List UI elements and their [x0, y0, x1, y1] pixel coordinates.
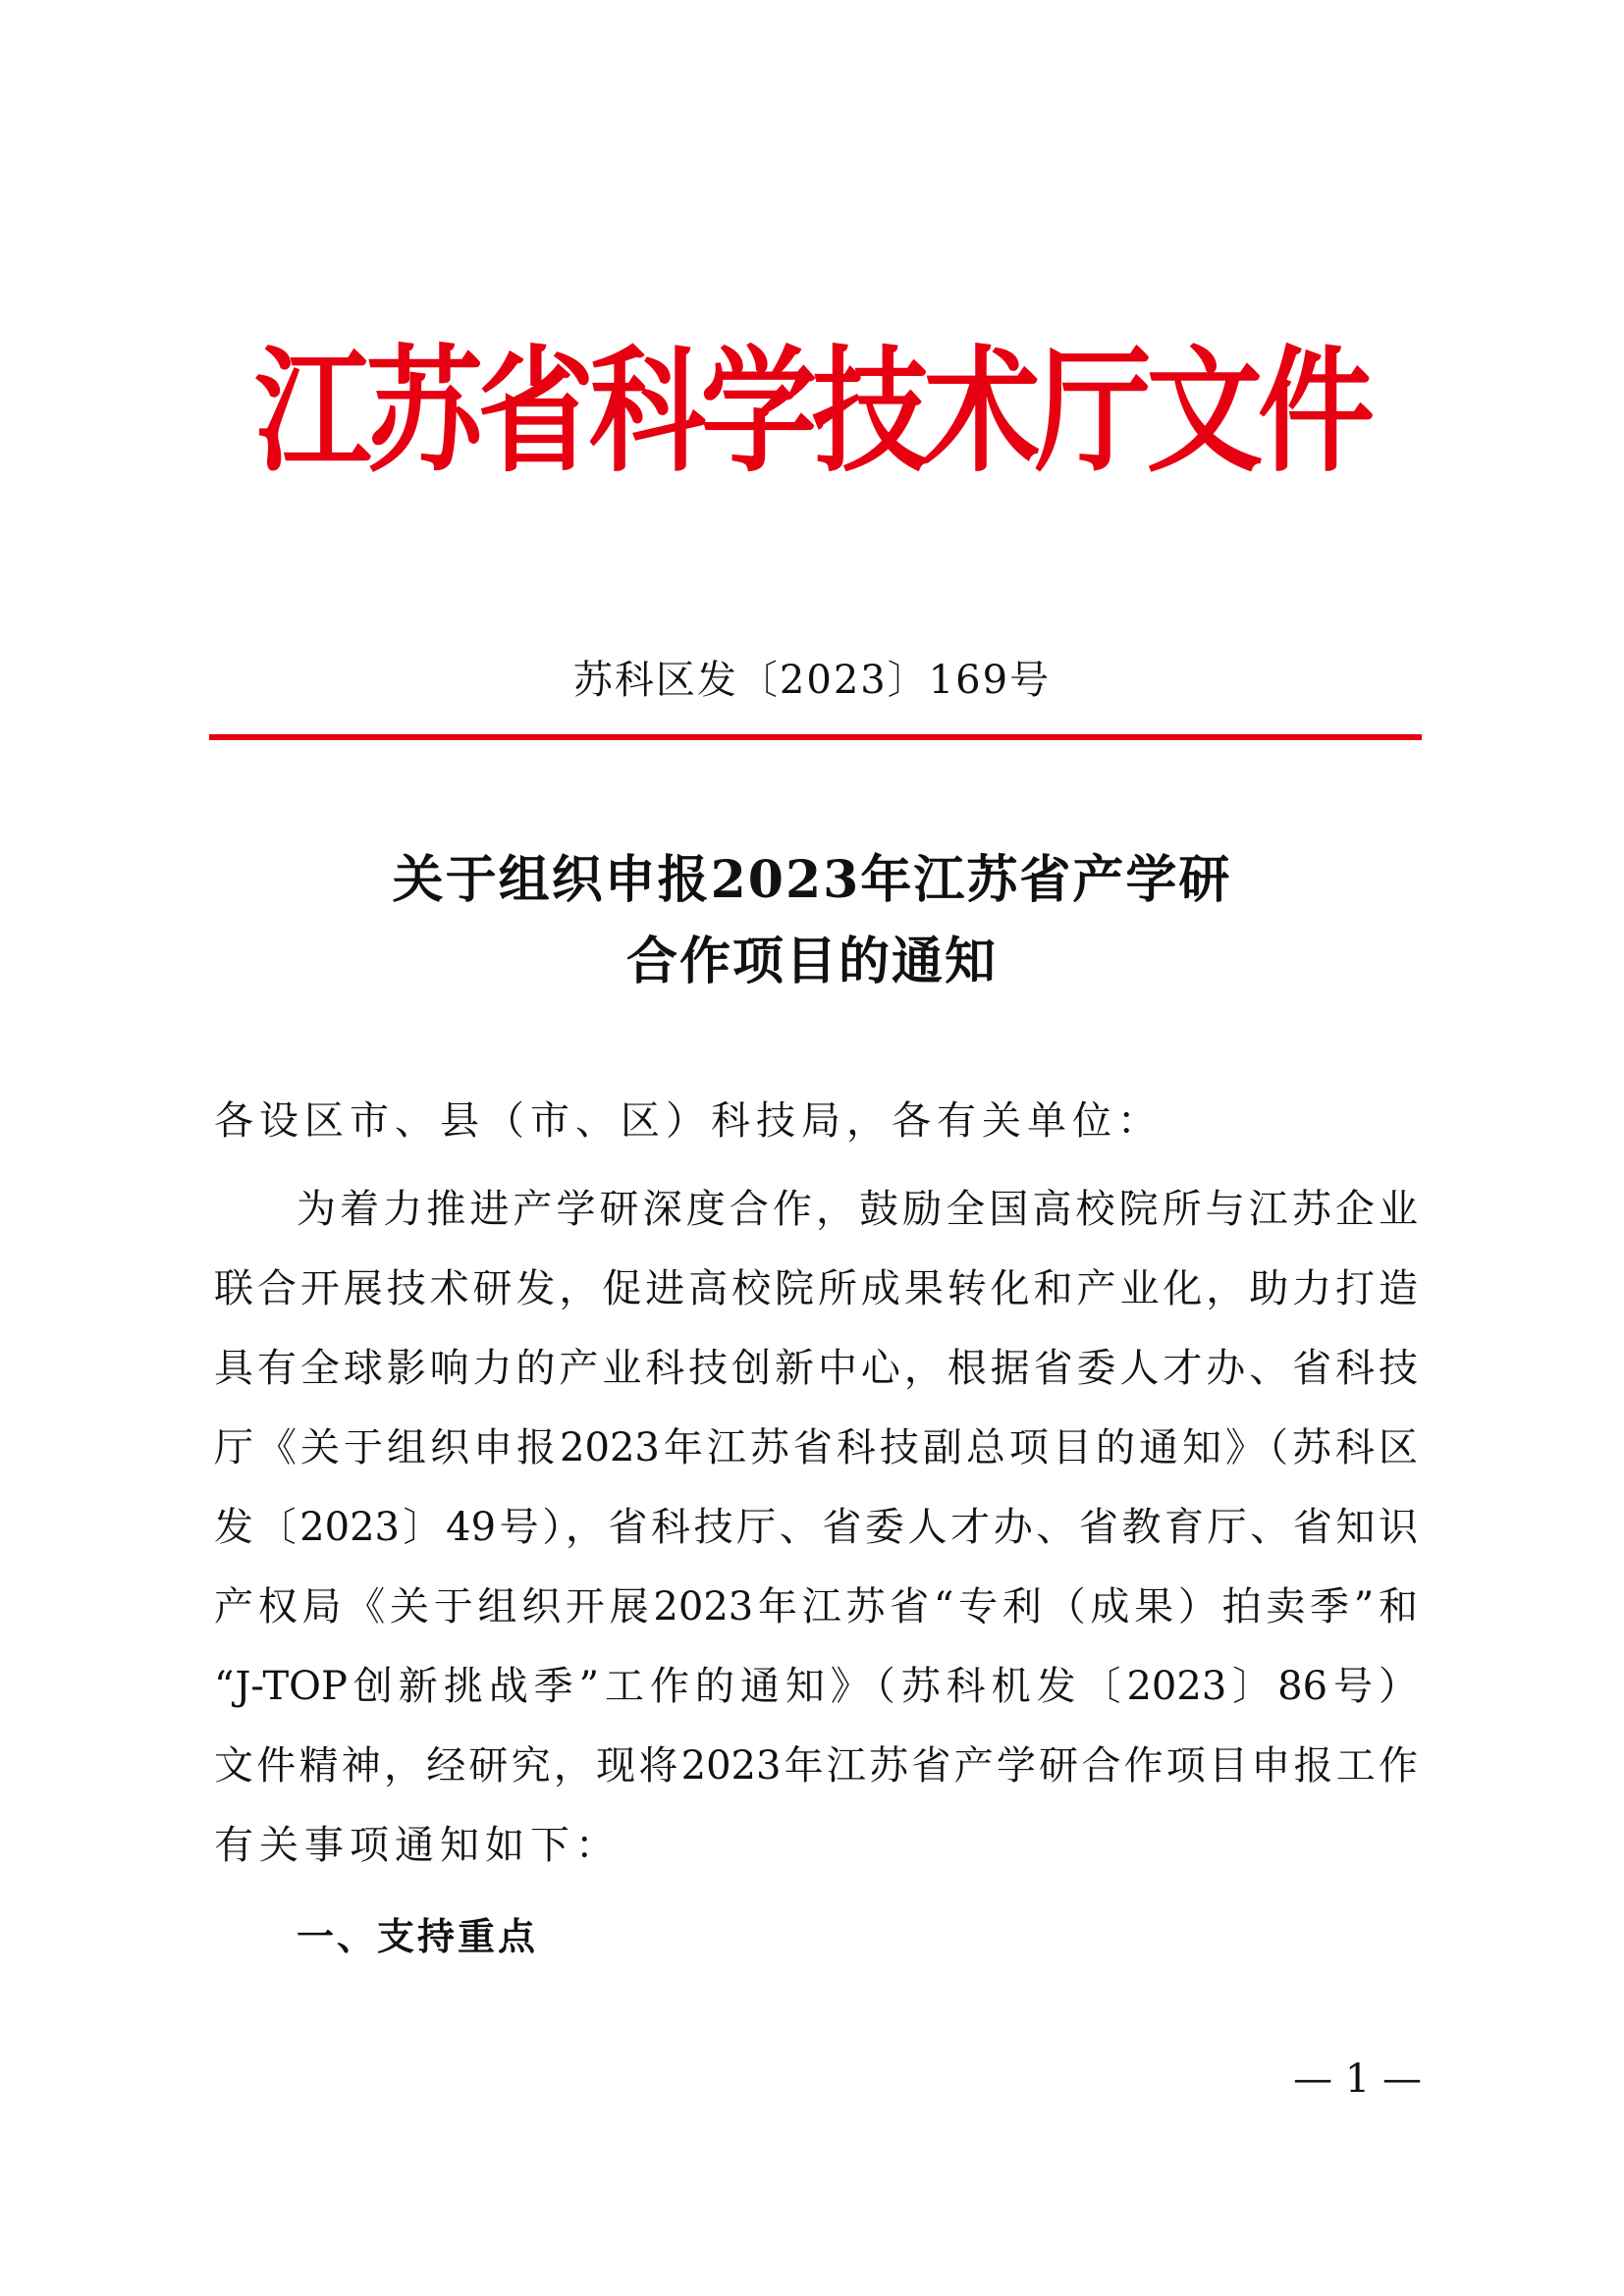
red-separator-rule — [209, 734, 1422, 740]
body-line: 具有全球影响力的产业科技创新中心，根据省委人才办、省科技 — [214, 1346, 1418, 1391]
body-line: 有关事项通知如下： — [214, 1823, 621, 1868]
page-number: — 1 — — [1293, 2056, 1422, 2102]
body-line: 联合开展技术研发，促进高校院所成果转化和产业化，助力打造 — [214, 1266, 1418, 1311]
salutation: 各设区市、县（市、区）科技局，各有关单位： — [214, 1098, 1163, 1144]
body-line: 厅《关于组织申报2023年江苏省科技副总项目的通知》（苏科区 — [214, 1425, 1418, 1470]
body-line: “J-TOP创新挑战季”工作的通知》（苏科机发〔2023〕86号） — [214, 1664, 1418, 1709]
body-line: 为着力推进产学研深度合作，鼓励全国高校院所与江苏企业 — [297, 1187, 1418, 1232]
title-line-1: 关于组织申报2023年江苏省产学研 — [392, 850, 1232, 910]
document-masthead: 江苏省科学技术厅文件 — [254, 333, 1370, 491]
body-line: 文件精神，经研究，现将2023年江苏省产学研合作项目申报工作 — [214, 1743, 1418, 1789]
body-line: 发〔2023〕49号），省科技厅、省委人才办、省教育厅、省知识 — [214, 1505, 1418, 1550]
section-heading: 一、支持重点 — [297, 1915, 539, 1958]
document-number: 苏科区发〔2023〕169号 — [572, 658, 1052, 703]
body-line: 产权局《关于组织开展2023年江苏省“专利（成果）拍卖季”和 — [214, 1584, 1418, 1629]
title-line-2: 合作项目的通知 — [625, 932, 998, 991]
